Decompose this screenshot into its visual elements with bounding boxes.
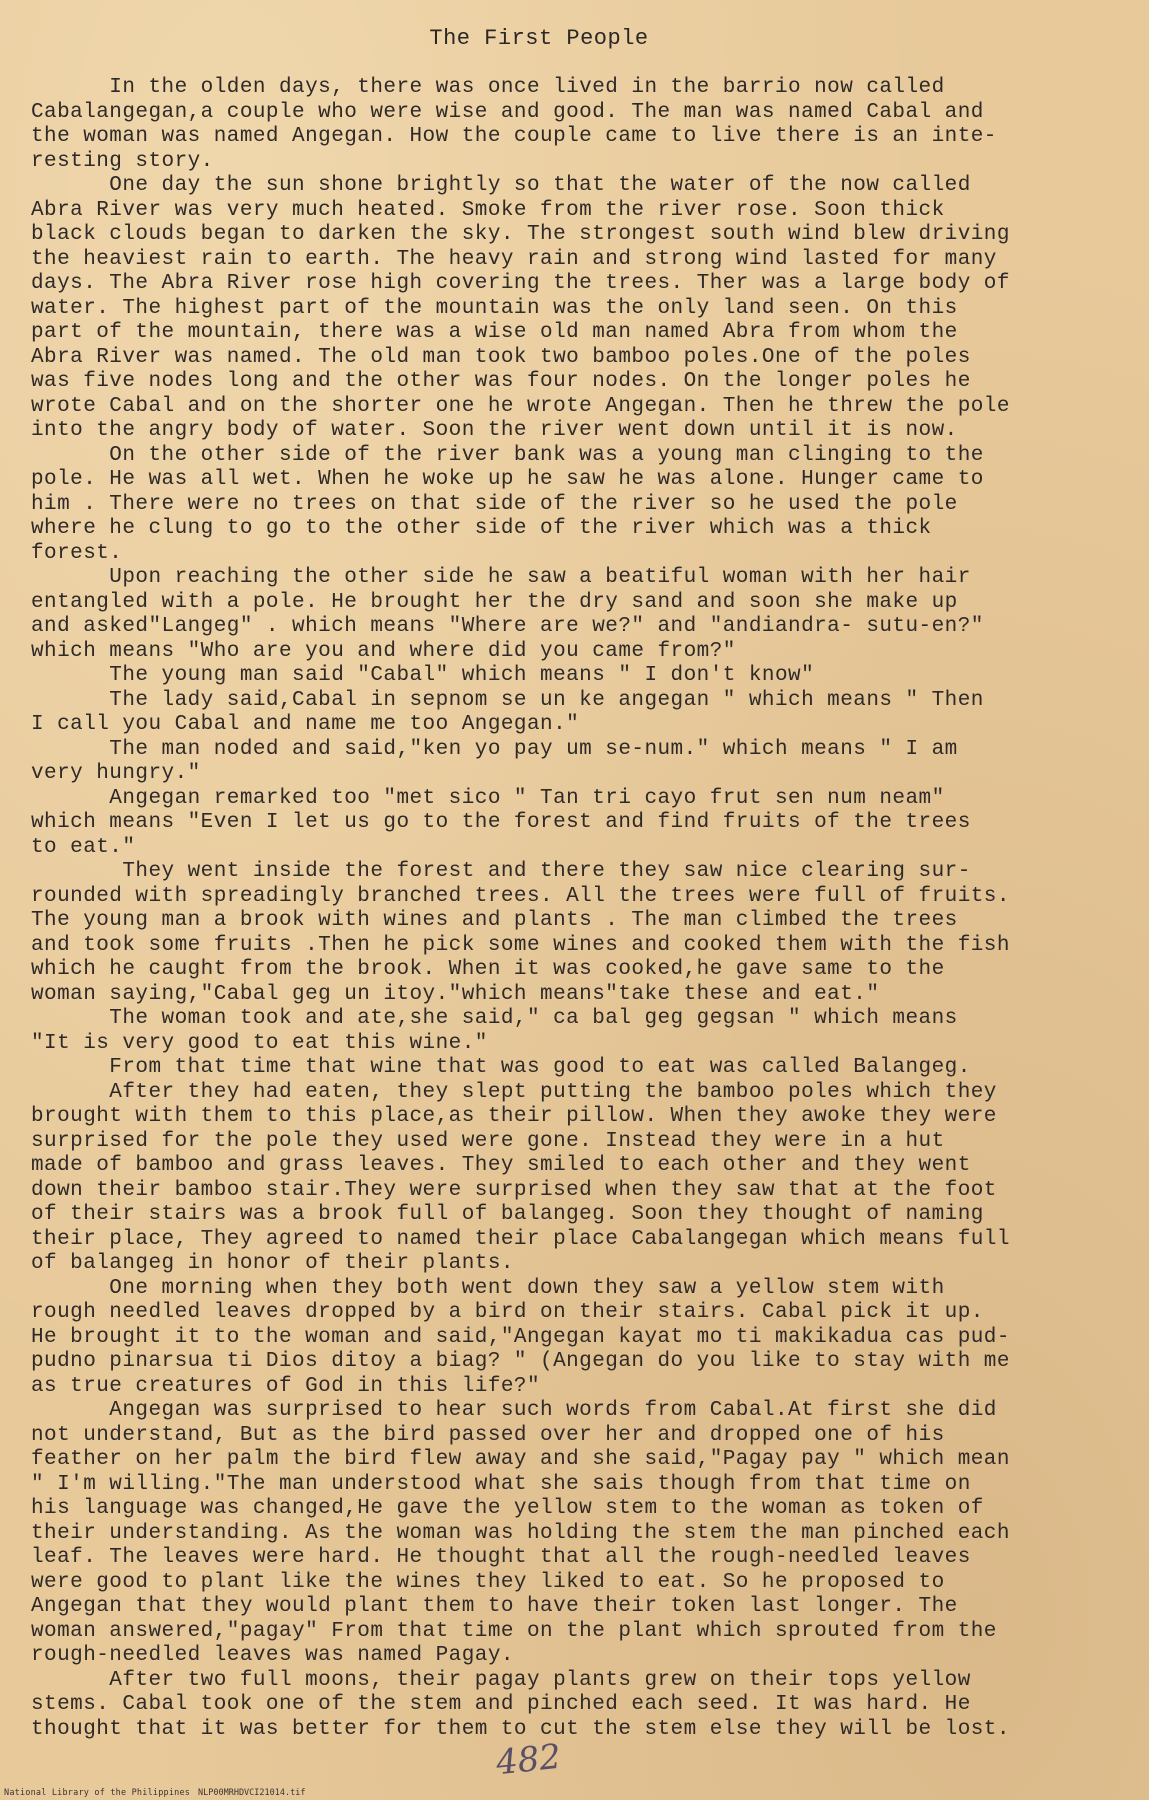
text-line: thought that it was better for them to cut the stem else they will be lost. bbox=[31, 1717, 1010, 1741]
text-line: which means "Who are you and where did you came from?" bbox=[31, 639, 736, 663]
text-line: Upon reaching the other side he saw a beatiful woman with her hair bbox=[31, 566, 971, 589]
text-line: part of the mountain, there was a wise old man named Abra from whom the bbox=[31, 321, 958, 344]
text-line: forest. bbox=[31, 541, 123, 565]
text-line: were good to plant like the wines they liked to eat. So he proposed to bbox=[31, 1570, 945, 1594]
text-line: On the other side of the river bank was a young man clinging to the bbox=[31, 443, 984, 467]
text-line: their place, They agreed to named their place Cabalangegan which means full bbox=[31, 1227, 1010, 1251]
text-line: entangled with a pole. He brought her the dry sand and soon she make up bbox=[31, 590, 958, 614]
document-body bbox=[31, 76, 1121, 1742]
text-line: Cabalangegan,a couple who were wise and good. The man was named Cabal and bbox=[31, 100, 984, 124]
text-line: They went inside the forest and there they saw nice clearing sur- bbox=[31, 860, 971, 883]
text-line: "It is very good to eat this wine." bbox=[31, 1031, 488, 1055]
text-line: rough needled leaves dropped by a bird on their stairs. Cabal pick it up. bbox=[31, 1301, 984, 1324]
text-line: rounded with spreadingly branched trees. All the trees were full of fruits. bbox=[31, 884, 1010, 908]
text-line: wrote Cabal and on the shorter one he wrote Angegan. Then he threw the pole bbox=[31, 394, 1010, 418]
footer-library-name: National Library of the Philippines bbox=[4, 1788, 191, 1798]
footer-file-name: NLP00MRHDVCI21014.tif bbox=[198, 1788, 306, 1798]
text-line: pudno pinarsua ti Dios ditoy a biag? " (Angegan do you like to stay with me bbox=[31, 1350, 1010, 1373]
text-line: One day the sun shone brightly so that the water of the now called bbox=[31, 174, 971, 197]
text-line: the heaviest rain to earth. The heavy rain and strong wind lasted for many bbox=[31, 247, 997, 271]
text-line: leaf. The leaves were hard. He thought that all the rough-needled leaves bbox=[31, 1546, 971, 1569]
text-line: and took some fruits .Then he pick some wines and cooked them with the fish bbox=[31, 933, 1010, 957]
text-line: stems. Cabal took one of the stem and pinched each seed. It was hard. He bbox=[31, 1693, 971, 1716]
text-line: The man noded and said,"ken yo pay um se-num." which means " I am bbox=[31, 737, 958, 761]
text-line: I call you Cabal and name me too Angegan." bbox=[31, 713, 580, 736]
text-line: to eat." bbox=[31, 835, 136, 859]
text-line: very hungry." bbox=[31, 762, 201, 785]
text-line: pole. He was all wet. When he woke up he saw he was alone. Hunger came to bbox=[31, 468, 984, 491]
text-line: water. The highest part of the mountain was the only land seen. On this bbox=[31, 296, 958, 320]
handwritten-page-number: 482 bbox=[494, 1736, 563, 1784]
text-line: feather on her palm the bird flew away and she said,"Pagay pay " which mean bbox=[31, 1448, 1010, 1471]
text-line: of their stairs was a brook full of balangeg. Soon they thought of naming bbox=[31, 1203, 984, 1226]
text-line: into the angry body of water. Soon the river went down until it is now. bbox=[31, 419, 958, 442]
text-line: surprised for the pole they used were gone. Instead they were in a hut bbox=[31, 1129, 945, 1153]
text-line: After two full moons, their pagay plants grew on their tops yellow bbox=[31, 1668, 971, 1692]
text-line: his language was changed,He gave the yellow stem to the woman as token of bbox=[31, 1497, 984, 1520]
text-line: made of bamboo and grass leaves. They smiled to each other and they went bbox=[31, 1154, 971, 1177]
text-line: woman saying,"Cabal geg un itoy."which means"take these and eat." bbox=[31, 982, 880, 1006]
text-line: where he clung to go to the other side of the river which was a thick bbox=[31, 517, 932, 540]
document-title: The First People bbox=[429, 26, 649, 51]
text-line: resting story. bbox=[31, 149, 214, 173]
text-line: which he caught from the brook. When it was cooked,he gave same to the bbox=[31, 958, 945, 981]
text-line: of balangeg in honor of their plants. bbox=[31, 1252, 514, 1275]
text-line: him . There were no trees on that side of the river so he used the pole bbox=[31, 492, 958, 516]
text-line: their understanding. As the woman was holding the stem the man pinched each bbox=[31, 1521, 1010, 1545]
text-line: woman answered,"pagay" From that time on the plant which sprouted from the bbox=[31, 1619, 997, 1643]
text-line: The lady said,Cabal in sepnom se un ke angegan " which means " Then bbox=[31, 688, 984, 712]
text-line: The young man said "Cabal" which means " I don't know" bbox=[31, 664, 815, 687]
text-line: Abra River was named. The old man took two bamboo poles.One of the poles bbox=[31, 345, 971, 369]
text-line: brought with them to this place,as their pillow. When they awoke they were bbox=[31, 1105, 997, 1128]
text-line: From that time that wine that was good to eat was called Balangeg. bbox=[31, 1056, 971, 1079]
text-line: down their bamboo stair.They were surprised when they saw that at the foot bbox=[31, 1178, 997, 1202]
text-line: the woman was named Angegan. How the couple came to live there is an inte- bbox=[31, 125, 997, 148]
text-line: Abra River was very much heated. Smoke from the river rose. Soon thick bbox=[31, 198, 945, 222]
text-line: The young man a brook with wines and plants . The man climbed the trees bbox=[31, 909, 958, 932]
text-line: In the olden days, there was once lived in the barrio now called bbox=[31, 76, 945, 99]
text-line: Angegan that they would plant them to have their token last longer. The bbox=[31, 1595, 958, 1618]
text-line: days. The Abra River rose high covering the trees. Ther was a large body of bbox=[31, 272, 1010, 295]
text-line: " I'm willing."The man understood what she sais though from that time on bbox=[31, 1472, 971, 1496]
text-line: Angegan remarked too "met sico " Tan tri cayo frut sen num neam" bbox=[31, 786, 945, 810]
text-line: He brought it to the woman and said,"Angegan kayat mo ti makikadua cas pud- bbox=[31, 1325, 1010, 1349]
text-line: not understand, But as the bird passed over her and dropped one of his bbox=[31, 1423, 945, 1447]
text-line: which means "Even I let us go to the forest and find fruits of the trees bbox=[31, 811, 971, 834]
text-line: Angegan was surprised to hear such words from Cabal.At first she did bbox=[31, 1399, 997, 1422]
text-line: black clouds began to darken the sky. The strongest south wind blew driving bbox=[31, 223, 1010, 246]
text-line: The woman took and ate,she said," ca bal geg gegsan " which means bbox=[31, 1007, 958, 1030]
text-line: After they had eaten, they slept putting the bamboo poles which they bbox=[31, 1080, 997, 1104]
text-line: as true creatures of God in this life?" bbox=[31, 1374, 541, 1398]
text-line: One morning when they both went down they saw a yellow stem with bbox=[31, 1276, 945, 1300]
text-line: rough-needled leaves was named Pagay. bbox=[31, 1644, 514, 1667]
text-line: and asked"Langeg" . which means "Where are we?" and "andiandra- sutu-en?" bbox=[31, 615, 984, 638]
text-line: was five nodes long and the other was four nodes. On the longer poles he bbox=[31, 370, 971, 393]
